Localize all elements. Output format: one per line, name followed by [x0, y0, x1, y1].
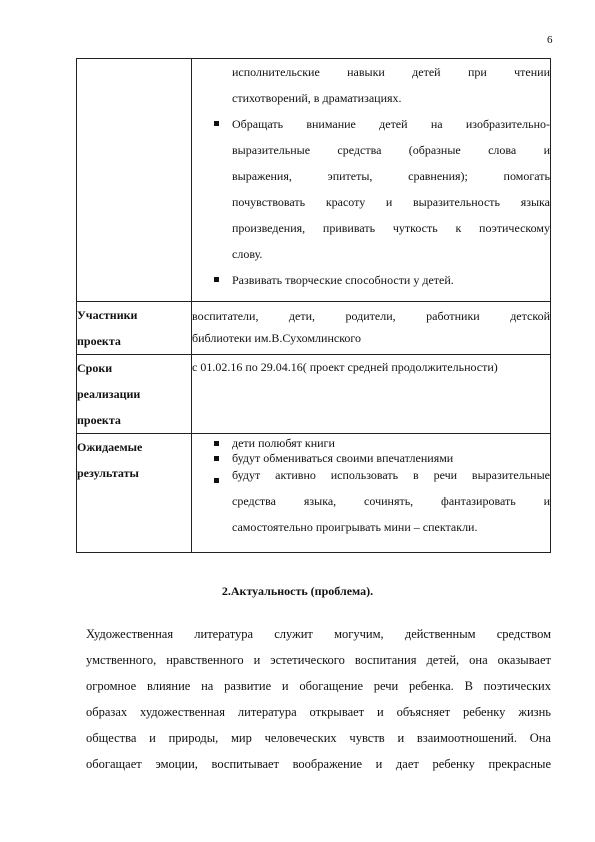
body-line: умственного, нравственного и эстетического воспитания детей, она оказывает [86, 653, 551, 667]
participants-line: библиотеки им.В.Сухомлинского [192, 331, 362, 345]
body-line: огромное влияние на развитие и обогащение речи ребенка. В поэтических [86, 679, 551, 693]
goals-line: Обращать внимание детей на изобразительно- [232, 117, 550, 131]
participants-label [77, 302, 192, 355]
goals-line: выражения, эпитеты, сравнения); помогать [232, 169, 550, 183]
result-bullet-item [192, 468, 550, 540]
timeline-label [77, 355, 192, 434]
table-row-timeline [77, 355, 551, 434]
goals-line: Развивать творческие способности у детей. [232, 273, 454, 287]
timeline-cell [192, 355, 551, 434]
result-bullet-item: будут обмениваться своими впечатлениями [192, 451, 550, 466]
section-heading: 2.Актуальность (проблема). [221, 584, 374, 598]
goals-line: стихотворений, в драматизациях. [232, 91, 402, 105]
table-row-goals [77, 59, 551, 302]
table-row-results [77, 434, 551, 553]
label-line: результаты [77, 466, 139, 480]
body-line: Художественная литература служит могучим, действенным средством [86, 627, 551, 641]
label-line: проекта [77, 413, 121, 427]
goals-line: слову. [232, 247, 263, 261]
participants-line: воспитатели, дети, родители, работники детской [192, 309, 550, 323]
results-line: самостоятельно проигрывать мини – спектакли. [232, 520, 478, 534]
results-line: средства языка, сочинять, фантазировать и [232, 494, 550, 508]
goals-line: выразительные средства (образные слова и [232, 143, 550, 157]
goals-line: произведения, прививать чуткость к поэтическому [232, 221, 550, 235]
table-row-participants [77, 302, 551, 355]
body-line: общества и природы, мир человеческих чувств и взаимоотношений. Она [86, 731, 551, 745]
label-line: Сроки [77, 361, 113, 375]
label-line: Ожидаемые [77, 440, 143, 454]
page-number: 6 [547, 34, 553, 46]
goals-cell [192, 59, 551, 302]
timeline-text: с 01.02.16 по 29.04.16( проект средней продолжительности) [192, 360, 498, 374]
body-line: образах художественная литература открывает и объясняет ребенку жизнь [86, 705, 551, 719]
label-line: проекта [77, 334, 121, 348]
body-line: обогащает эмоции, воспитывает воображение и дает ребенку прекрасные [86, 757, 551, 771]
goals-line: исполнительские навыки детей при чтении [232, 65, 550, 79]
label-line: Участники [77, 308, 138, 322]
goals-line: почувствовать красоту и выразительность языка [232, 195, 550, 209]
project-table [76, 58, 551, 553]
goal-bullet-item [192, 111, 550, 267]
results-label [77, 434, 192, 553]
participants-cell [192, 302, 551, 355]
results-cell [192, 434, 551, 553]
row-label-empty [77, 59, 192, 302]
results-line: будут активно использовать в речи выразительные [232, 468, 550, 482]
label-line: реализации [77, 387, 141, 401]
body-paragraph [86, 621, 551, 777]
goal-bullet-item [192, 267, 550, 293]
result-bullet-item: дети полюбят книги [192, 436, 550, 451]
